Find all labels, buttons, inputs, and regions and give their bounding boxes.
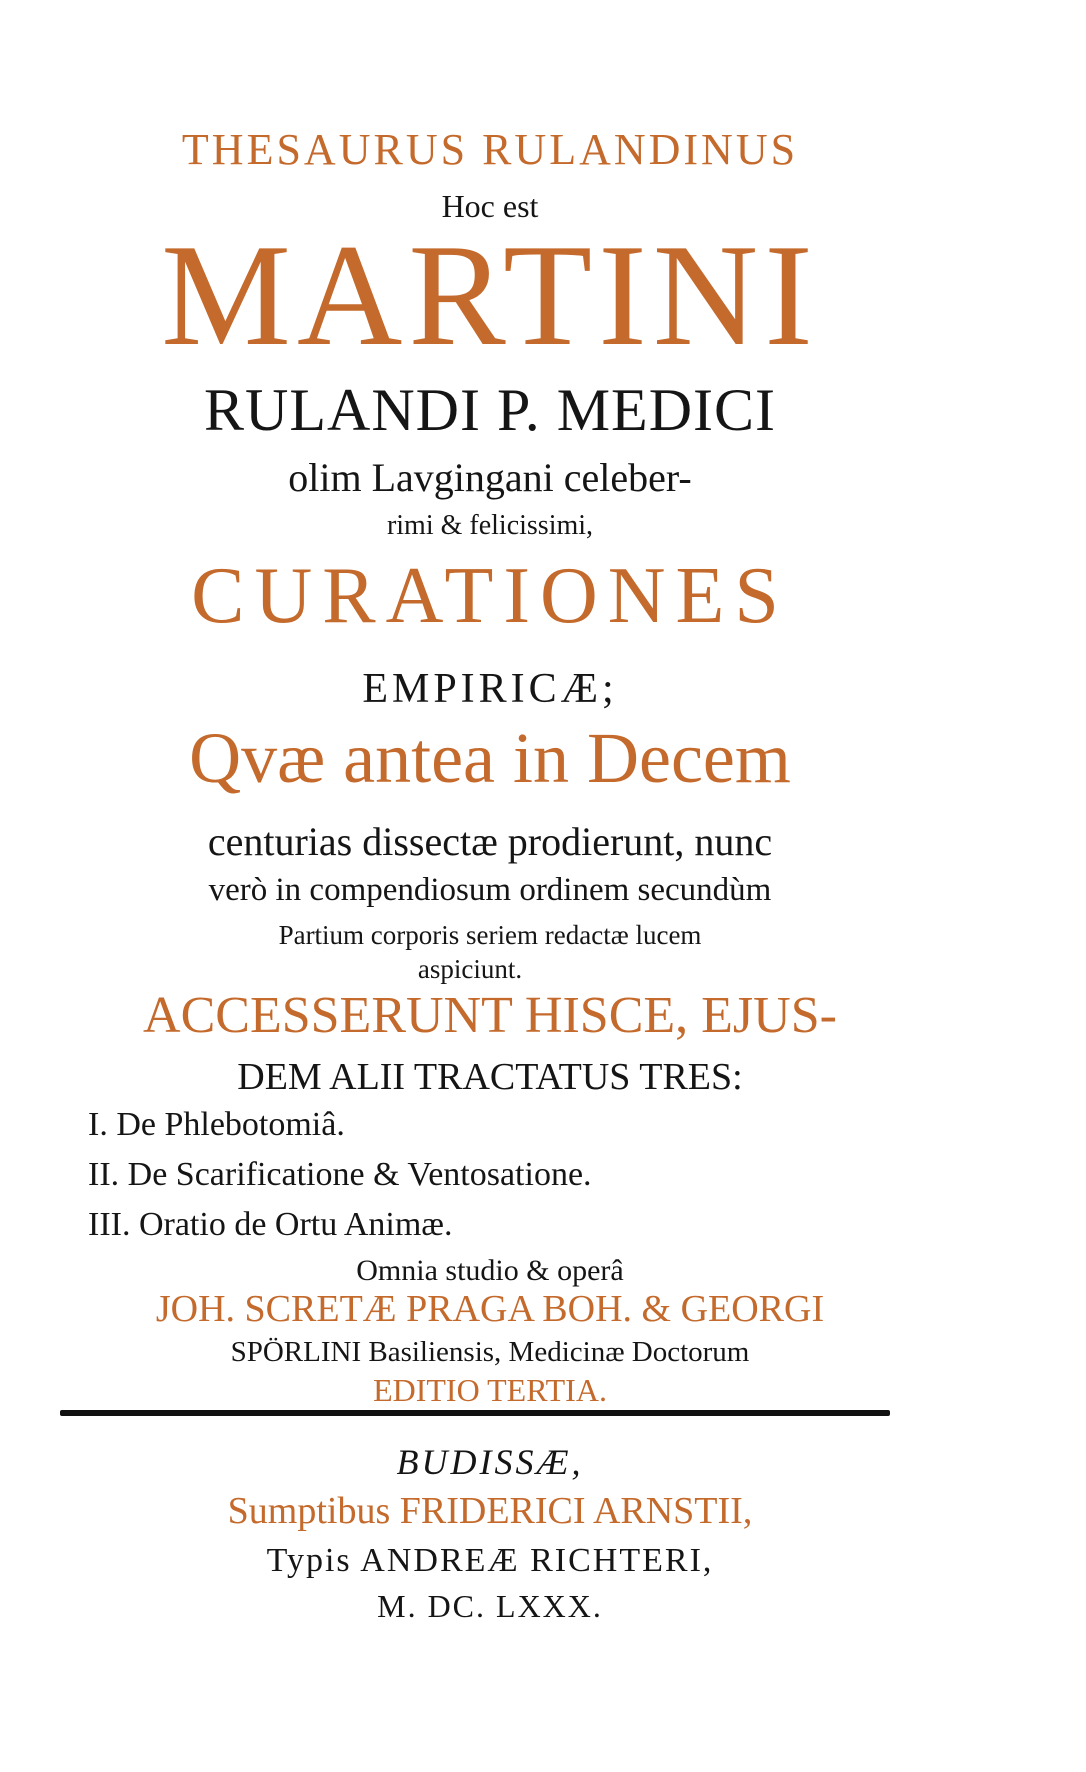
main-title: CURATIONES [191, 552, 789, 640]
imprint-publisher: Sumptibus FRIDERICI ARNSTII, [227, 1490, 753, 1532]
author-name-large: MARTINI [161, 214, 819, 376]
description-1: centurias dissectæ prodierunt, nunc [207, 819, 773, 864]
imprint-printer: Typis ANDREÆ RICHTERI, [266, 1542, 714, 1579]
description-red: Qvæ antea in Decem [189, 718, 791, 798]
author-description-2: rimi & felicissimi, [386, 510, 594, 541]
editors-black: SPÖRLINI Basiliensis, Medicinæ Doctorum [230, 1336, 750, 1368]
tractate-item-3: III. Oratio de Ortu Animæ. [88, 1206, 453, 1243]
additional-works-heading: ACCESSERUNT HISCE, EJUS- [143, 987, 837, 1044]
description-2: verò in compendiosum ordinem secundùm [208, 872, 772, 908]
edition: EDITIO TERTIA. [373, 1372, 607, 1408]
editors-red: JOH. SCRETÆ PRAGA BOH. & GEORGI [155, 1288, 825, 1330]
omnia-studio: Omnia studio & operâ [356, 1254, 624, 1287]
tractate-item-1: I. De Phlebotomiâ. [88, 1106, 345, 1143]
subtitle-empiricae: EMPIRICÆ; [362, 666, 618, 712]
series-title: THESAURUS RULANDINUS [181, 125, 799, 174]
author-description-1: olim Lavgingani celeber- [288, 455, 692, 500]
hoc-est: Hoc est [441, 188, 539, 224]
description-4: aspiciunt. [417, 954, 523, 984]
imprint-city: BUDISSÆ, [396, 1442, 584, 1482]
tractate-item-2: II. De Scarificatione & Ventosatione. [88, 1156, 592, 1193]
description-3: Partium corporis seriem redactæ lucem [278, 920, 702, 950]
author-title: RULANDI P. MEDICI [204, 377, 776, 443]
additional-works-subheading: DEM ALII TRACTATUS TRES: [237, 1056, 743, 1098]
imprint-year: M. DC. LXXX. [377, 1588, 603, 1624]
horizontal-rule [60, 1410, 890, 1416]
